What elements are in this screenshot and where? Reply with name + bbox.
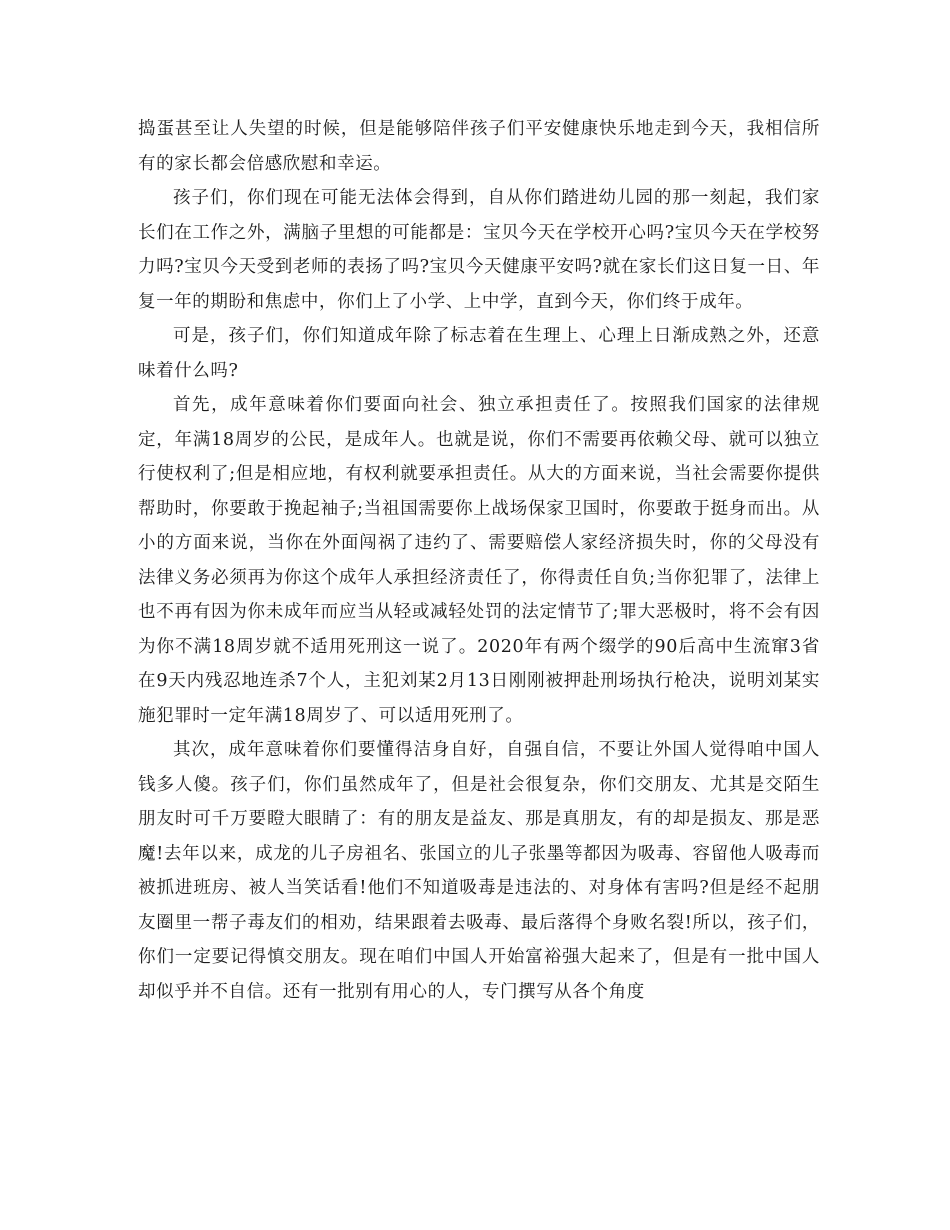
paragraph-3: 可是，孩子们，你们知道成年除了标志着在生理上、心理上日渐成熟之外，还意味着什么吗? — [138, 326, 820, 381]
paragraph-4: 首先，成年意味着你们要面向社会、独立承担责任了。按照我们国家的法律规定，年满18周岁的公民，是成年人。也就是说，你们不需要再依赖父母、就可以独立行使权利了;但是相应地，有权利就要承担责任。从大的方面来说，当社会需要你提供帮助时，你要敢于挽起袖子;当祖国需要你上战场保家卫国时，你要敢于挺身而出。从小的方面来说，当你在外面闯祸了违约了、需要赔偿人家经济损失时，你的父母没有法律义务必须再为你这个成年人承担经济责任了，你得责任自负;当你犯罪了，法律上也不再有因为你未成年而应当从轻或减轻处罚的法定情节了;罪大恶极时，将不会有因为你不满18周岁就不适用死刑这一说了。2020年有两个缀学的90后高中生流窜3省在9天内残忍地连杀7个人，主犯刘某2月13日刚刚被押赴刑场执行枪决，说明刘某实施犯罪时一定年满18周岁了、可以适用死刑了。 — [138, 395, 820, 726]
paragraph-2: 孩子们，你们现在可能无法体会得到，自从你们踏进幼儿园的那一刻起，我们家长们在工作之外，满脑子里想的可能都是：宝贝今天在学校开心吗?宝贝今天在学校努力吗?宝贝今天受到老师的表扬了吗?宝贝今天健康平安吗?就在家长们这日复一日、年复一年的期盼和焦虑中，你们上了小学、上中学，直到今天，你们终于成年。 — [138, 188, 820, 312]
paragraph-1: 捣蛋甚至让人失望的时候，但是能够陪伴孩子们平安健康快乐地走到今天，我相信所有的家长都会倍感欣慰和幸运。 — [138, 119, 820, 174]
document-body — [138, 112, 820, 1009]
paragraph-5: 其次，成年意味着你们要懂得洁身自好，自强自信，不要让外国人觉得咱中国人钱多人傻。孩子们，你们虽然成年了，但是社会很复杂，你们交朋友、尤其是交陌生朋友时可千万要瞪大眼睛了：有的朋友是益友、那是真朋友，有的却是损友、那是恶魔!去年以来，成龙的儿子房祖名、张国立的儿子张墨等都因为吸毒、容留他人吸毒而被抓进班房、被人当笑话看!他们不知道吸毒是违法的、对身体有害吗?但是经不起朋友圈里一帮子毒友们的相劝，结果跟着去吸毒、最后落得个身败名裂!所以，孩子们，你们一定要记得慎交朋友。现在咱们中国人开始富裕强大起来了，但是有一批中国人却似乎并不自信。还有一批别有用心的人，专门撰写从各个角度 — [138, 740, 820, 1002]
